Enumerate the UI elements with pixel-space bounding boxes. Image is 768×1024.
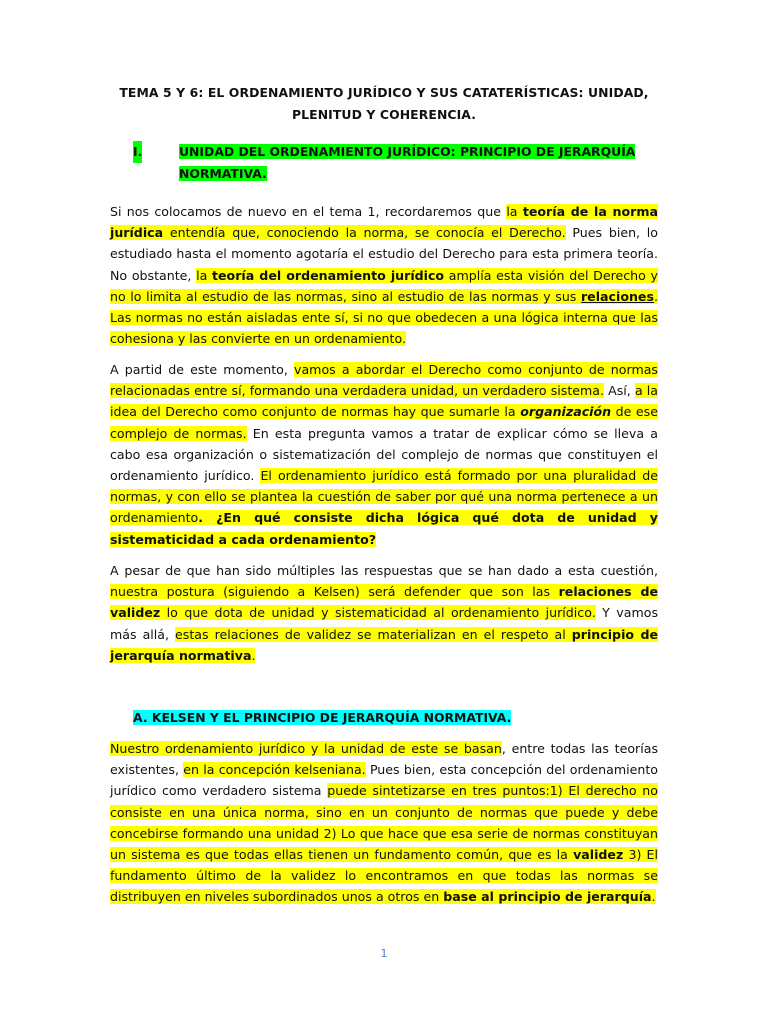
p2-bold-italic-term: organización	[520, 404, 612, 420]
section-a-heading	[133, 707, 511, 728]
p2-highlight: a la idea del Derecho como conjunto de normas hay que sumarle la	[110, 383, 658, 420]
p1-text: Si nos colocamos de nuevo en el tema 1, recordaremos que	[110, 204, 507, 219]
p1-highlight: entendía que, conociendo la norma, se conocía el Derecho.	[163, 225, 566, 241]
p4-text: Pues bien, esta concepción del ordenamiento jurídico como verdadero sistema	[110, 762, 658, 799]
p1-highlight: amplía esta visión del Derecho y no lo limita al estudio de las normas, sino al estudio de las normas y sus	[110, 267, 658, 304]
p1-bold-underlined-term: relaciones	[580, 288, 654, 304]
p2-text: Así,	[604, 383, 635, 399]
section-1-heading	[133, 141, 663, 184]
p4-bold-term: base al principio de jerarquía	[443, 889, 652, 905]
p1-bold-term: teoría del ordenamiento jurídico	[212, 267, 445, 283]
page-number: 1	[380, 947, 388, 960]
p4-highlight: 3) El fundamento último de la validez lo encontramos en que todas las normas se distribuyen en niveles subordinados unos a otros en	[110, 847, 659, 905]
p3-highlight: estas relaciones de validez se materializan en el respeto al	[175, 626, 572, 642]
p3-highlight: .	[251, 647, 256, 663]
p2-highlight: El ordenamiento jurídico está formado por una pluralidad de normas, y con ello se plantea la cuestión de saber por qué una norma pertenece a un ordenamiento	[110, 468, 659, 526]
p3-bold-term: principio de jerarquía normativa	[110, 626, 658, 663]
section-1-heading-line-1: UNIDAD DEL ORDENAMIENTO JURÍDICO: PRINCIPIO DE JERARQUÍA	[179, 144, 636, 159]
p1-highlight: la	[506, 204, 523, 219]
p4-highlight: .	[651, 889, 656, 905]
document-title	[100, 82, 668, 125]
p1-highlight: la	[196, 267, 212, 283]
paragraph-4	[110, 738, 658, 908]
p1-text: Pues bien, lo estudiado hasta el momento agotaría el estudio del Derecho para esta primera teoría. No obstante,	[110, 225, 658, 283]
p3-highlight: nuestra postura (siguiendo a Kelsen) será defender que son las	[110, 584, 559, 600]
p2-text: A partid de este momento,	[110, 362, 294, 377]
paragraph-2	[110, 359, 658, 550]
p2-bold-question: . ¿En qué consiste dicha lógica qué dota de unidad y sistematicidad a cada ordenamiento?	[110, 510, 658, 547]
p2-highlight: de ese complejo de normas.	[110, 404, 658, 441]
p1-highlight: . Las normas no están aisladas ente sí, si no que obedecen a una lógica interna que las cohesiona y las convierte en un ordenamiento.	[110, 288, 658, 347]
p1-bold-term: teoría de la norma jurídica	[110, 204, 658, 241]
section-a-heading-text: A. KELSEN Y EL PRINCIPIO DE JERARQUÍA NORMATIVA.	[133, 710, 512, 725]
p3-highlight: lo que dota de unidad y sistematicidad al ordenamiento jurídico.	[160, 605, 596, 621]
p3-bold-term: relaciones de validez	[110, 584, 658, 621]
p3-text: Y vamos más allá,	[110, 605, 659, 642]
paragraph-3	[110, 560, 658, 666]
p4-text: , entre todas las teorías existentes,	[110, 741, 659, 778]
p4-highlight: en la concepción kelseniana.	[183, 762, 366, 778]
paragraph-1	[110, 201, 658, 349]
title-line-2: PLENITUD Y COHERENCIA.	[291, 106, 477, 122]
title-line-1: TEMA 5 Y 6: EL ORDENAMIENTO JURÍDICO Y SUS CATATERÍSTICAS: UNIDAD,	[119, 85, 649, 100]
p2-highlight: vamos a abordar el Derecho como conjunto de normas relacionadas entre sí, formando una verdadera unidad, un verdadero sistema.	[110, 362, 658, 399]
p2-text: En esta pregunta vamos a tratar de explicar cómo se lleva a cabo esa organización o sistematización del complejo de normas que constituyen el ordenamiento jurídico.	[110, 425, 658, 484]
p4-highlight: puede sintetizarse en tres puntos:1) El derecho no consiste en una única norma, sino en un conjunto de normas que puede y debe concebirse formando una unidad 2) Lo que hace que esa serie de normas constituyan un sistema es que todas ellas tienen un fundamento común, que es la	[110, 783, 658, 863]
p3-text: A pesar de que han sido múltiples las respuestas que se han dado a esta cuestión,	[110, 563, 658, 578]
p4-highlight: Nuestro ordenamiento jurídico y la unidad de este se basan	[110, 741, 502, 756]
p4-bold-term: validez	[573, 847, 624, 863]
section-1-heading-line-2: NORMATIVA.	[179, 165, 267, 181]
section-1-number: I.	[133, 141, 142, 163]
